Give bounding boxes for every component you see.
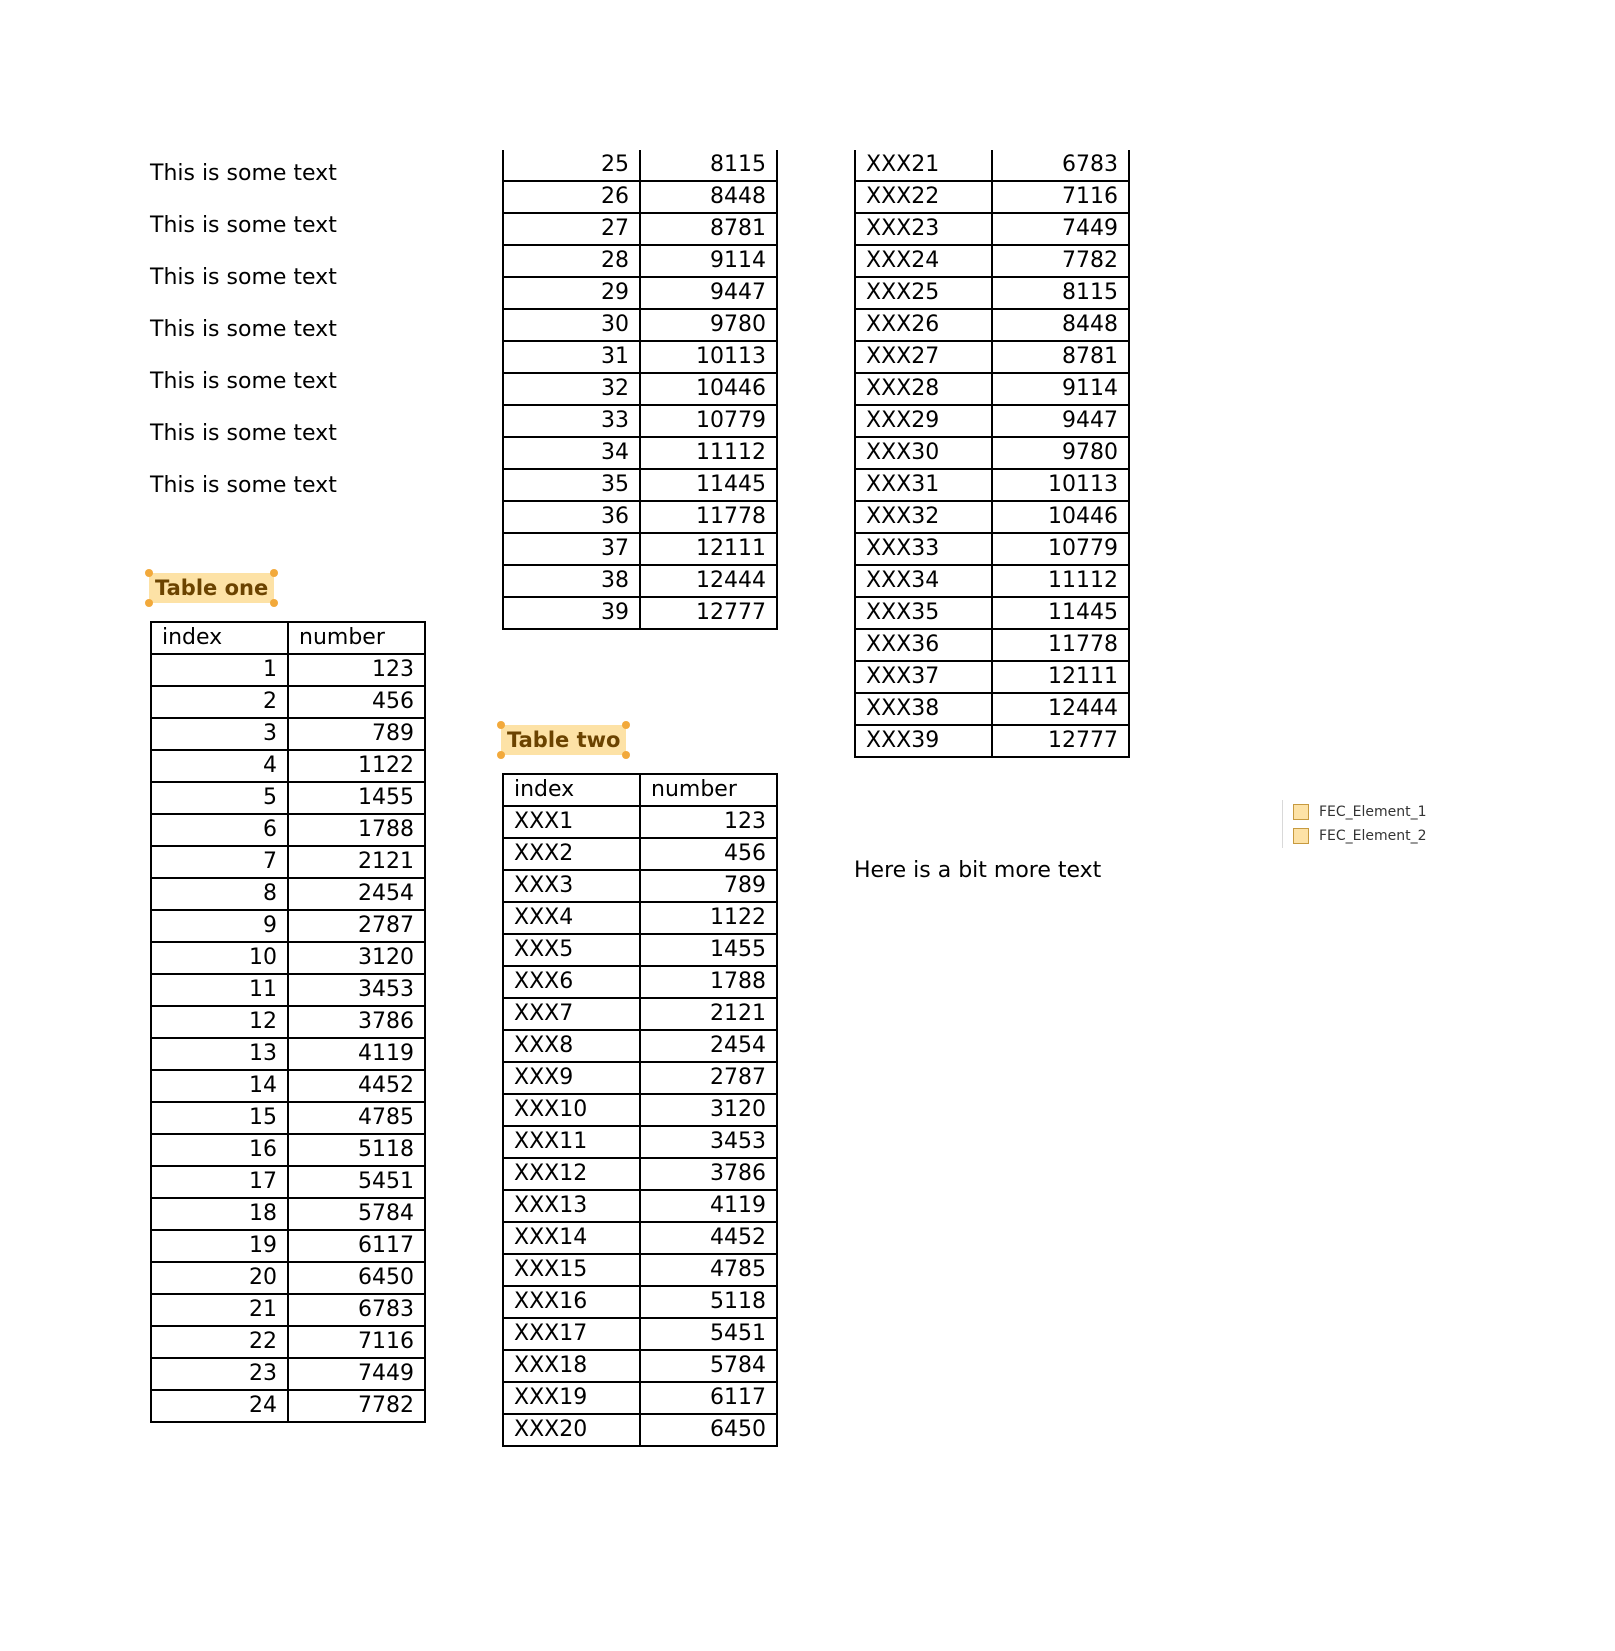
- index-cell: XXX18: [503, 1350, 640, 1382]
- index-cell: 33: [503, 405, 640, 437]
- table-row: [503, 181, 777, 213]
- table-row: [855, 469, 1129, 501]
- index-cell: 37: [503, 533, 640, 565]
- text-line: This is some text: [150, 213, 337, 238]
- index-cell: XXX12: [503, 1158, 640, 1190]
- table-two: [502, 773, 778, 1447]
- index-cell: 6: [151, 814, 288, 846]
- table-row: [855, 341, 1129, 373]
- text-column: [150, 148, 450, 512]
- number-cell: 10446: [640, 373, 777, 405]
- number-cell: 123: [640, 806, 777, 838]
- number-cell: 2787: [640, 1062, 777, 1094]
- table-row: [855, 629, 1129, 661]
- number-cell: 12777: [992, 725, 1129, 757]
- index-cell: 27: [503, 213, 640, 245]
- table-row: [151, 750, 425, 782]
- number-cell: 2787: [288, 910, 425, 942]
- table-one-caption[interactable]: [149, 573, 274, 603]
- number-cell: 3120: [288, 942, 425, 974]
- table-row: [151, 1102, 425, 1134]
- number-cell: 3453: [288, 974, 425, 1006]
- table-row: [151, 654, 425, 686]
- index-cell: 26: [503, 181, 640, 213]
- number-cell: 3120: [640, 1094, 777, 1126]
- table-row: [503, 533, 777, 565]
- number-cell: 6783: [288, 1294, 425, 1326]
- table-two-continued: [854, 150, 1130, 758]
- number-cell: 10779: [992, 533, 1129, 565]
- index-cell: 32: [503, 373, 640, 405]
- number-cell: 9447: [640, 277, 777, 309]
- number-cell: 11445: [640, 469, 777, 501]
- index-cell: 24: [151, 1390, 288, 1422]
- number-cell: 456: [640, 838, 777, 870]
- number-cell: 6450: [288, 1262, 425, 1294]
- table-row: [503, 1414, 777, 1446]
- table-row: [151, 878, 425, 910]
- legend-label: FEC_Element_1: [1319, 804, 1427, 820]
- number-cell: 7782: [288, 1390, 425, 1422]
- table-row: [151, 1166, 425, 1198]
- table-row: [151, 1038, 425, 1070]
- table-row: [855, 150, 1129, 181]
- resize-handle[interactable]: [497, 751, 505, 759]
- table-row: [855, 661, 1129, 693]
- number-cell: 1788: [640, 966, 777, 998]
- number-cell: 456: [288, 686, 425, 718]
- text-line: This is some text: [150, 369, 337, 394]
- index-cell: 8: [151, 878, 288, 910]
- table-row: [151, 1006, 425, 1038]
- table-row: [503, 902, 777, 934]
- table-row: [151, 814, 425, 846]
- index-cell: XXX21: [855, 150, 992, 181]
- index-cell: 31: [503, 341, 640, 373]
- number-cell: 4452: [640, 1222, 777, 1254]
- table-row: [151, 1198, 425, 1230]
- header-cell-index: index: [503, 774, 640, 806]
- number-cell: 6450: [640, 1414, 777, 1446]
- number-cell: 3786: [288, 1006, 425, 1038]
- table-row: [151, 1230, 425, 1262]
- table-row: [151, 782, 425, 814]
- number-cell: 4119: [288, 1038, 425, 1070]
- header-cell-number: number: [640, 774, 777, 806]
- table-row: [503, 870, 777, 902]
- index-cell: XXX11: [503, 1126, 640, 1158]
- index-cell: XXX10: [503, 1094, 640, 1126]
- number-cell: 8448: [992, 309, 1129, 341]
- resize-handle[interactable]: [622, 721, 630, 729]
- index-cell: 17: [151, 1166, 288, 1198]
- index-cell: 15: [151, 1102, 288, 1134]
- table-row: [503, 1126, 777, 1158]
- table-row: [503, 150, 777, 181]
- number-cell: 4785: [288, 1102, 425, 1134]
- index-cell: XXX17: [503, 1318, 640, 1350]
- table-row: [855, 597, 1129, 629]
- number-cell: 12444: [992, 693, 1129, 725]
- number-cell: 1122: [640, 902, 777, 934]
- table-row: [503, 1094, 777, 1126]
- index-cell: 12: [151, 1006, 288, 1038]
- number-cell: 789: [288, 718, 425, 750]
- number-cell: 9447: [992, 405, 1129, 437]
- table-row: [503, 1254, 777, 1286]
- table-row: [151, 846, 425, 878]
- table-row: [503, 1158, 777, 1190]
- table-row: [503, 1190, 777, 1222]
- text-line: This is some text: [150, 161, 337, 186]
- number-cell: 12111: [640, 533, 777, 565]
- number-cell: 8115: [992, 277, 1129, 309]
- index-cell: 36: [503, 501, 640, 533]
- number-cell: 11112: [640, 437, 777, 469]
- index-cell: 18: [151, 1198, 288, 1230]
- number-cell: 2121: [288, 846, 425, 878]
- header-cell-number: number: [288, 622, 425, 654]
- index-cell: 19: [151, 1230, 288, 1262]
- legend-item[interactable]: [1293, 824, 1427, 848]
- table-row: [503, 213, 777, 245]
- table-row: [503, 1286, 777, 1318]
- index-cell: 39: [503, 597, 640, 629]
- number-cell: 4119: [640, 1190, 777, 1222]
- table-row: [151, 686, 425, 718]
- text-line: This is some text: [150, 265, 337, 290]
- index-cell: XXX24: [855, 245, 992, 277]
- table-row: [503, 1030, 777, 1062]
- index-cell: XXX29: [855, 405, 992, 437]
- number-cell: 1455: [640, 934, 777, 966]
- index-cell: XXX9: [503, 1062, 640, 1094]
- table-row: [503, 309, 777, 341]
- number-cell: 12111: [992, 661, 1129, 693]
- number-cell: 123: [288, 654, 425, 686]
- table-row: [503, 277, 777, 309]
- index-cell: XXX1: [503, 806, 640, 838]
- table-row: [503, 1062, 777, 1094]
- resize-handle[interactable]: [622, 751, 630, 759]
- index-cell: XXX28: [855, 373, 992, 405]
- index-cell: 16: [151, 1134, 288, 1166]
- table-row: [151, 942, 425, 974]
- index-cell: 3: [151, 718, 288, 750]
- text-line: This is some text: [150, 317, 337, 342]
- number-cell: 1455: [288, 782, 425, 814]
- table-row: [151, 1294, 425, 1326]
- number-cell: 9780: [992, 437, 1129, 469]
- index-cell: XXX8: [503, 1030, 640, 1062]
- number-cell: 9780: [640, 309, 777, 341]
- number-cell: 11445: [992, 597, 1129, 629]
- caption-text: Table one: [155, 576, 269, 600]
- number-cell: 10779: [640, 405, 777, 437]
- table-row: [503, 565, 777, 597]
- number-cell: 10113: [992, 469, 1129, 501]
- index-cell: XXX16: [503, 1286, 640, 1318]
- index-cell: 10: [151, 942, 288, 974]
- number-cell: 2454: [288, 878, 425, 910]
- number-cell: 5451: [640, 1318, 777, 1350]
- table-row: [855, 213, 1129, 245]
- table-row: [855, 501, 1129, 533]
- table-row: [855, 725, 1129, 757]
- table-row: [151, 1262, 425, 1294]
- index-cell: XXX23: [855, 213, 992, 245]
- table-row: [503, 597, 777, 629]
- number-cell: 10113: [640, 341, 777, 373]
- table-one-continued: [502, 150, 778, 630]
- table-row: [503, 998, 777, 1030]
- index-cell: XXX39: [855, 725, 992, 757]
- table-row: [503, 437, 777, 469]
- index-cell: XXX31: [855, 469, 992, 501]
- number-cell: 2454: [640, 1030, 777, 1062]
- table-row: [503, 501, 777, 533]
- index-cell: 7: [151, 846, 288, 878]
- table-row: [503, 934, 777, 966]
- table-row: [503, 838, 777, 870]
- index-cell: XXX22: [855, 181, 992, 213]
- number-cell: 11778: [992, 629, 1129, 661]
- table-row: [855, 533, 1129, 565]
- index-cell: 34: [503, 437, 640, 469]
- number-cell: 4452: [288, 1070, 425, 1102]
- number-cell: 1788: [288, 814, 425, 846]
- number-cell: 7116: [992, 181, 1129, 213]
- number-cell: 8115: [640, 150, 777, 181]
- table-header-row: [503, 774, 777, 806]
- number-cell: 5451: [288, 1166, 425, 1198]
- resize-handle[interactable]: [270, 599, 278, 607]
- table-row: [503, 1318, 777, 1350]
- table-row: [151, 718, 425, 750]
- resize-handle[interactable]: [270, 569, 278, 577]
- number-cell: 11778: [640, 501, 777, 533]
- index-cell: 22: [151, 1326, 288, 1358]
- header-cell-index: index: [151, 622, 288, 654]
- number-cell: 7782: [992, 245, 1129, 277]
- index-cell: XXX2: [503, 838, 640, 870]
- table-row: [151, 1326, 425, 1358]
- index-cell: XXX4: [503, 902, 640, 934]
- resize-handle[interactable]: [145, 599, 153, 607]
- number-cell: 9114: [992, 373, 1129, 405]
- index-cell: XXX26: [855, 309, 992, 341]
- number-cell: 12777: [640, 597, 777, 629]
- text-line: This is some text: [150, 473, 337, 498]
- index-cell: 14: [151, 1070, 288, 1102]
- number-cell: 12444: [640, 565, 777, 597]
- table-row: [855, 245, 1129, 277]
- number-cell: 4785: [640, 1254, 777, 1286]
- index-cell: 4: [151, 750, 288, 782]
- number-cell: 5118: [288, 1134, 425, 1166]
- index-cell: XXX14: [503, 1222, 640, 1254]
- legend-item[interactable]: [1293, 800, 1427, 824]
- number-cell: 1122: [288, 750, 425, 782]
- caption-text: Table two: [507, 728, 621, 752]
- table-row: [151, 974, 425, 1006]
- table-row: [855, 693, 1129, 725]
- index-cell: 5: [151, 782, 288, 814]
- number-cell: 7449: [992, 213, 1129, 245]
- table-two-caption[interactable]: [501, 725, 626, 755]
- table-row: [855, 405, 1129, 437]
- index-cell: 9: [151, 910, 288, 942]
- index-cell: XXX38: [855, 693, 992, 725]
- index-cell: 25: [503, 150, 640, 181]
- index-cell: 21: [151, 1294, 288, 1326]
- index-cell: XXX25: [855, 277, 992, 309]
- number-cell: 9114: [640, 245, 777, 277]
- index-cell: XXX35: [855, 597, 992, 629]
- index-cell: XXX30: [855, 437, 992, 469]
- index-cell: XXX15: [503, 1254, 640, 1286]
- table-row: [151, 910, 425, 942]
- table-row: [503, 341, 777, 373]
- table-one: [150, 621, 426, 1423]
- index-cell: 35: [503, 469, 640, 501]
- index-cell: 2: [151, 686, 288, 718]
- index-cell: 11: [151, 974, 288, 1006]
- number-cell: 789: [640, 870, 777, 902]
- table-row: [503, 966, 777, 998]
- fec-legend: [1282, 800, 1427, 848]
- index-cell: XXX20: [503, 1414, 640, 1446]
- table-row: [855, 309, 1129, 341]
- index-cell: XXX33: [855, 533, 992, 565]
- swatch-icon: [1293, 804, 1309, 820]
- table-row: [503, 1222, 777, 1254]
- table-row: [151, 1134, 425, 1166]
- index-cell: XXX3: [503, 870, 640, 902]
- number-cell: 11112: [992, 565, 1129, 597]
- table-row: [503, 245, 777, 277]
- index-cell: 38: [503, 565, 640, 597]
- number-cell: 5118: [640, 1286, 777, 1318]
- table-row: [855, 373, 1129, 405]
- index-cell: XXX6: [503, 966, 640, 998]
- index-cell: XXX27: [855, 341, 992, 373]
- index-cell: XXX7: [503, 998, 640, 1030]
- resize-handle[interactable]: [145, 569, 153, 577]
- number-cell: 5784: [288, 1198, 425, 1230]
- table-row: [151, 1390, 425, 1422]
- number-cell: 10446: [992, 501, 1129, 533]
- table-header-row: [151, 622, 425, 654]
- number-cell: 3786: [640, 1158, 777, 1190]
- more-text: Here is a bit more text: [854, 858, 1102, 883]
- table-row: [503, 806, 777, 838]
- number-cell: 2121: [640, 998, 777, 1030]
- table-row: [503, 405, 777, 437]
- table-row: [503, 373, 777, 405]
- index-cell: 1: [151, 654, 288, 686]
- legend-label: FEC_Element_2: [1319, 828, 1427, 844]
- number-cell: 6117: [288, 1230, 425, 1262]
- table-row: [855, 565, 1129, 597]
- number-cell: 6783: [992, 150, 1129, 181]
- text-line: This is some text: [150, 421, 337, 446]
- index-cell: XXX32: [855, 501, 992, 533]
- index-cell: 20: [151, 1262, 288, 1294]
- index-cell: 29: [503, 277, 640, 309]
- table-row: [151, 1358, 425, 1390]
- index-cell: XXX5: [503, 934, 640, 966]
- number-cell: 6117: [640, 1382, 777, 1414]
- table-row: [855, 437, 1129, 469]
- table-row: [855, 181, 1129, 213]
- index-cell: 13: [151, 1038, 288, 1070]
- index-cell: XXX19: [503, 1382, 640, 1414]
- table-row: [855, 277, 1129, 309]
- index-cell: XXX13: [503, 1190, 640, 1222]
- index-cell: 23: [151, 1358, 288, 1390]
- number-cell: 7116: [288, 1326, 425, 1358]
- number-cell: 3453: [640, 1126, 777, 1158]
- index-cell: 28: [503, 245, 640, 277]
- number-cell: 8781: [992, 341, 1129, 373]
- index-cell: XXX37: [855, 661, 992, 693]
- number-cell: 8781: [640, 213, 777, 245]
- table-row: [503, 1350, 777, 1382]
- number-cell: 7449: [288, 1358, 425, 1390]
- number-cell: 8448: [640, 181, 777, 213]
- swatch-icon: [1293, 828, 1309, 844]
- table-row: [151, 1070, 425, 1102]
- table-row: [503, 1382, 777, 1414]
- number-cell: 5784: [640, 1350, 777, 1382]
- index-cell: XXX34: [855, 565, 992, 597]
- index-cell: 30: [503, 309, 640, 341]
- index-cell: XXX36: [855, 629, 992, 661]
- resize-handle[interactable]: [497, 721, 505, 729]
- table-row: [503, 469, 777, 501]
